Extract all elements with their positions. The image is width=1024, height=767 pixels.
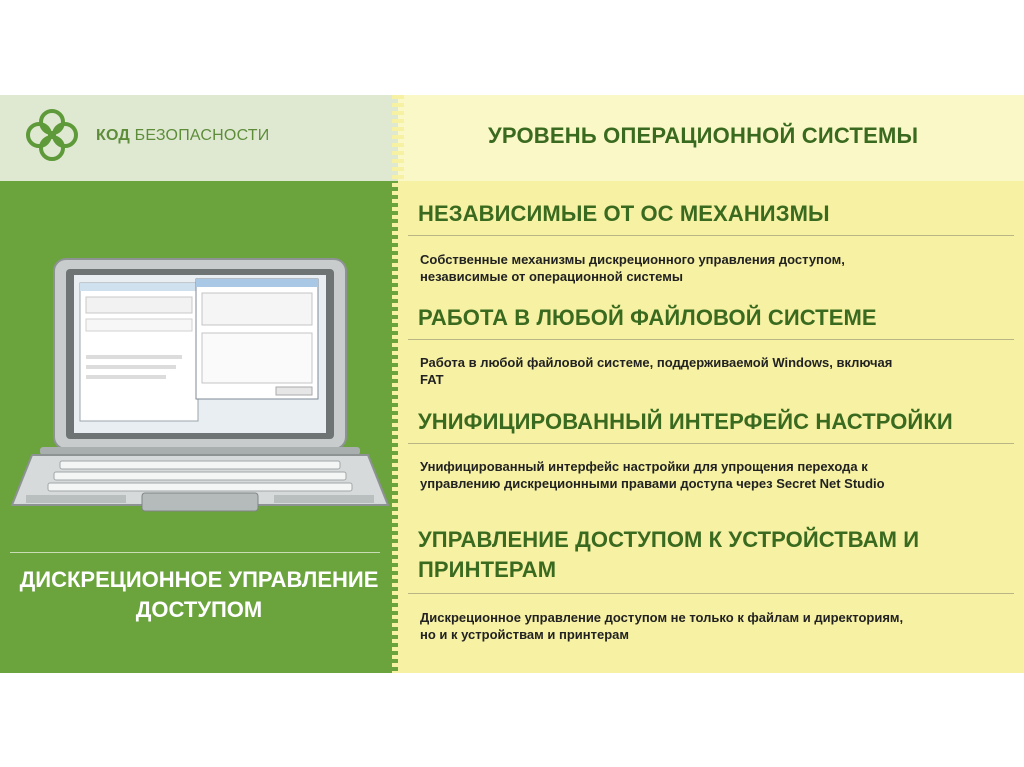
brand-prefix: КОД [96,127,130,144]
section-title-4-line-1: УПРАВЛЕНИЕ ДОСТУПОМ К УСТРОЙСТВАМ И [418,527,920,552]
section-rule-3 [408,443,1014,444]
section-desc-2 [420,354,1010,388]
brand-suffix: БЕЗОПАСНОСТИ [134,127,270,144]
section-rule-4 [408,593,1014,594]
section-desc-3-line-1: Унифицированный интерфейс настройки для упрощения перехода к [420,459,868,474]
section-desc-4-line-2: но и к устройствам и принтерам [420,627,630,642]
section-title-4-line-2: ПРИНТЕРАМ [418,557,557,582]
section-rule-2 [408,339,1014,340]
knot-logo-icon [22,105,82,165]
slide [0,95,1024,673]
section-desc-3-line-2: управлению дискреционными правами доступа через Secret Net Studio [420,476,885,491]
left-divider [10,552,380,553]
section-desc-1-line-2: независимые от операционной системы [420,269,683,284]
section-title-3: УНИФИЦИРОВАННЫЙ ИНТЕРФЕЙС НАСТРОЙКИ [418,409,953,434]
section-desc-2-line-1: Работа в любой файловой системе, поддерживаемой Windows, включая [420,355,893,370]
left-caption [0,565,398,625]
laptop-illustration [10,255,390,517]
section-desc-1-line-1: Собственные механизмы дискреционного управления доступом, [420,252,845,267]
section-desc-2-line-2: FAT [420,372,444,387]
page-title: УРОВЕНЬ ОПЕРАЦИОННОЙ СИСТЕМЫ [488,123,919,148]
section-title-4 [418,525,919,585]
section-rule-1 [408,235,1014,236]
caption-line-1: ДИСКРЕЦИОННОЕ УПРАВЛЕНИЕ [19,567,379,592]
brand-name [96,127,269,145]
section-desc-1 [420,251,1010,285]
section-desc-4-line-1: Дискреционное управление доступом не только к файлам и директориям, [420,610,904,625]
section-title-1: НЕЗАВИСИМЫЕ ОТ ОС МЕХАНИЗМЫ [418,201,830,226]
section-desc-4 [420,609,1010,643]
section-title-2: РАБОТА В ЛЮБОЙ ФАЙЛОВОЙ СИСТЕМЕ [418,305,877,330]
section-desc-3 [420,458,1010,492]
caption-line-2: ДОСТУПОМ [135,597,263,622]
